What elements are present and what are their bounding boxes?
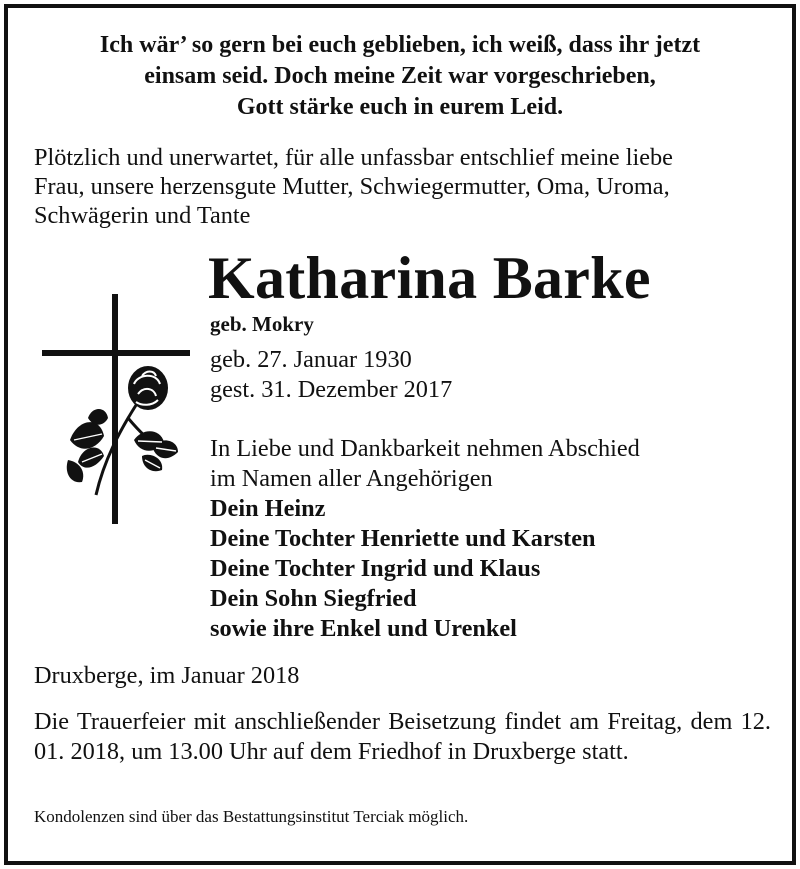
deceased-name: Katharina Barke xyxy=(208,245,651,311)
cross-with-rose-icon xyxy=(38,290,194,530)
condolences-note: Kondolenzen sind über das Bestattungsinstitut Terciak möglich. xyxy=(34,807,469,826)
funeral-details: Die Trauerfeier mit anschließender Beisetzung findet am Freitag, dem 12. 01. 2018, um 13.00 Uhr auf dem Friedhof in Druxberge statt. xyxy=(34,708,771,765)
place-date: Druxberge, im Januar 2018 xyxy=(34,662,300,689)
birth-date: geb. 27. Januar 1930 xyxy=(210,346,412,373)
verse-line: Ich wär’ so gern bei euch geblieben, ich weiß, dass ihr jetzt xyxy=(99,32,701,58)
verse-line: einsam seid. Doch meine Zeit war vorgeschrieben, xyxy=(144,63,656,89)
intro-text xyxy=(34,143,673,230)
mourners-block xyxy=(210,434,640,644)
death-date: gest. 31. Dezember 2017 xyxy=(210,376,453,403)
farewell-line: In Liebe und Dankbarkeit nehmen Abschied xyxy=(210,435,640,462)
mourner-name: Dein Heinz xyxy=(210,495,326,522)
mourner-name: Deine Tochter Ingrid und Klaus xyxy=(210,555,541,582)
birth-name: geb. Mokry xyxy=(210,312,314,336)
intro-line: Frau, unsere herzensgute Mutter, Schwiegermutter, Oma, Uroma, xyxy=(34,173,670,200)
verse-line: Gott stärke euch in eurem Leid. xyxy=(236,94,564,120)
memorial-verse xyxy=(0,30,800,123)
intro-line: Plötzlich und unerwartet, für alle unfassbar entschlief meine liebe xyxy=(34,144,673,171)
mourner-name: Dein Sohn Siegfried xyxy=(210,585,417,612)
farewell-line: im Namen aller Angehörigen xyxy=(210,465,493,492)
mourner-name: Deine Tochter Henriette und Karsten xyxy=(210,525,596,552)
life-dates xyxy=(210,345,452,405)
intro-line: Schwägerin und Tante xyxy=(34,202,251,229)
mourner-name: sowie ihre Enkel und Urenkel xyxy=(210,615,517,642)
